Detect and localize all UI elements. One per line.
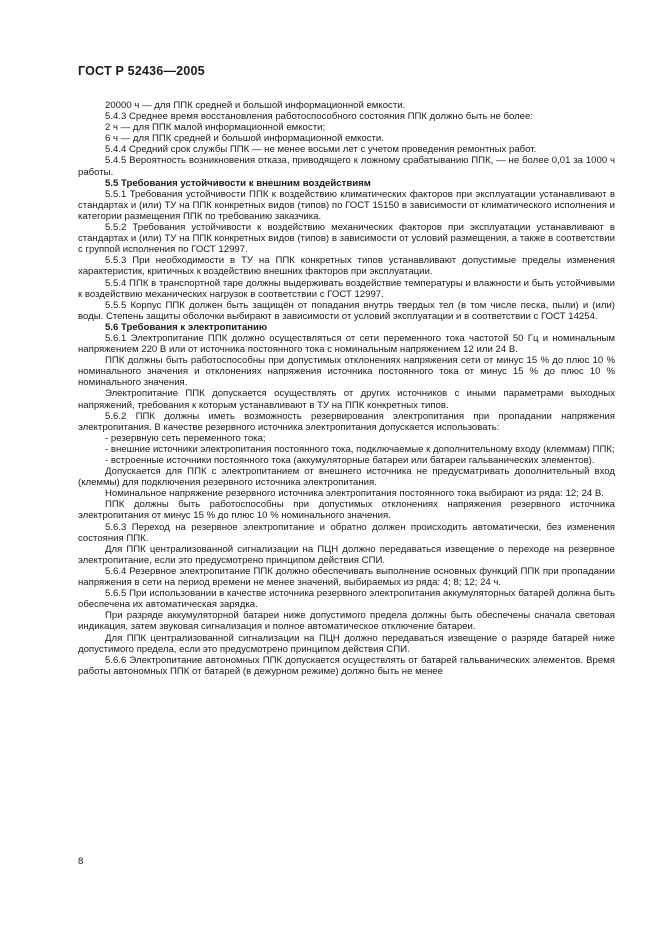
body-paragraph: 5.4.4 Средний срок службы ППК — не менее восьми лет с учетом проведения ремонтных работ. <box>105 144 537 156</box>
body-paragraph: 5.5.4 ППК в транспортной таре должны выдерживать воздействие температуры и влажности и быть устойчивыми к воздействию механических нагрузок в соответствии с ГОСТ 12997. <box>78 277 615 300</box>
body-paragraph: 5.5.1 Требования устойчивости ППК к воздействию климатических факторов при эксплуатации устанавливают в стандартах и (или) ТУ на ППК конкретных видов (типов) по ГОСТ 15150 в зависимости от климатического исполнения и категории размещения ППК по требованию заказчика. <box>78 188 615 222</box>
body-paragraph: Номинальное напряжение резервного источника электропитания постоянного тока выбирают из ряда: 12; 24 В. <box>105 488 604 500</box>
body-paragraph: 5.5.2 Требования устойчивости к воздействию механических факторов при эксплуатации устанавливают в стандартах и (или) ТУ на ППК конкретных видов (типов) в зависимости от условий размещения, а также в соответствии с группой исполнения по ГОСТ 12997. <box>78 222 615 256</box>
page-number: 8 <box>78 856 84 867</box>
body-paragraph: - резервную сеть переменного тока; <box>105 432 266 444</box>
body-paragraph: - встроенные источники постоянного тока (аккумуляторные батареи или батареи гальванических элементов). <box>105 455 595 466</box>
body-paragraph: - внешние источники электропитания постоянного тока, подключаемые к дополнительному входу (клеммам) ППК; <box>105 443 615 455</box>
body-paragraph: 5.6.4 Резервное электропитание ППК должно обеспечивать выполнение основных функций ППК при пропадании напряжения в сети на период времени не менее значений, выбираемых из ряда: 4; 8; 12; 24 ч. <box>78 565 615 589</box>
section-heading: 5.6 Требования к электропитанию <box>105 321 268 333</box>
body-paragraph: 5.6.5 При использовании в качестве источника резервного электропитания аккумуляторных батарей должна быть обеспечена их автоматическая зарядка. <box>78 588 615 611</box>
body-paragraph: 2 ч — для ППК малой информационной емкости; <box>105 122 326 134</box>
body-paragraph: 5.6.1 Электропитание ППК должно осуществляться от сети переменного тока частотой 50 Гц и номинальным напряжением 220 В или от источника постоянного тока с номинальным напряжением 12 или 24 В. <box>78 332 615 356</box>
body-paragraph: 5.5.5 Корпус ППК должен быть защищён от попадания внутрь твердых тел (в том числе песка, пыли) и (или) воды. Степень защиты оболочки выбирают в зависимости от условий эксплуатации и в соответствии с ГОСТ 14254. <box>78 299 615 322</box>
body-paragraph: 5.5.3 При необходимости в ТУ на ППК конкретных типов устанавливают допустимые пределы изменения характеристик, критичных к воздействию внешних факторов при эксплуатации. <box>78 255 615 278</box>
body-paragraph: 5.4.5 Вероятность возникновения отказа, приводящего к ложному срабатыванию ППК, — не более 0,01 за 1000 ч работы. <box>78 155 615 178</box>
body-paragraph: Для ППК централизованной сигнализации на ПЦН должно передаваться извещение о переходе на резервное электропитание, если это предусмотрено принципом действия СПИ. <box>78 543 615 566</box>
document-body <box>78 100 615 677</box>
section-heading: 5.5 Требования устойчивости к внешним воздействиям <box>105 177 371 189</box>
body-paragraph: ППК должны быть работоспособны при допустимых отклонениях напряжения резервного источника электропитания от минус 15 % до плюс 10 % номинального значения. <box>78 499 615 522</box>
body-paragraph: 6 ч — для ППК средней и большой информационной емкости. <box>105 133 384 145</box>
body-paragraph: Для ППК централизованной сигнализации на ПЦН должно передаваться извещение о разряде батарей ниже допустимого предела, если это предусмотрено принципом действия СПИ. <box>78 632 615 655</box>
body-paragraph: При разряде аккумуляторной батареи ниже допустимого предела должны быть обеспечены сначала световая индикация, затем звуковая сигнализация и полное автоматическое отключение батареи. <box>78 610 615 633</box>
body-paragraph: 5.6.3 Переход на резервное электропитание и обратно должен происходить автоматически, без изменения состояния ППК. <box>78 521 615 544</box>
body-paragraph: 5.6.6 Электропитание автономных ППК допускается осуществлять от батарей гальванических элементов. Время работы автономных ППК от батарей (в дежурном режиме) должно быть не менее <box>78 654 615 677</box>
body-paragraph: Допускается для ППК с электропитанием от внешнего источника не предусматривать дополнительный вход (клеммы) для подключения резервного источника электропитания. <box>78 466 615 489</box>
body-paragraph: Электропитание ППК допускается осуществлять от других источников с иными параметрами выходных напряжений, требования к которым устанавливают в ТУ на ППК конкретных типов. <box>78 388 615 411</box>
document-header: ГОСТ Р 52436—2005 <box>78 64 205 78</box>
body-paragraph: 5.4.3 Среднее время восстановления работоспособного состояния ППК должно быть не более: <box>105 111 534 123</box>
body-paragraph: 5.6.2 ППК должны иметь возможность резервирования электропитания при пропадании напряжения электропитания. В качестве резервного источника электропитания допускается использовать: <box>78 410 615 433</box>
body-paragraph: 20000 ч — для ППК средней и большой информационной емкости. <box>105 100 406 111</box>
body-paragraph: ППК должны быть работоспособны при допустимых отклонениях напряжения сети от минус 15 % до плюс 10 % номинального значения и отклонениях напряжения источника постоянного тока от минус 15 % до плюс 10 % номинального значения. <box>78 355 615 389</box>
